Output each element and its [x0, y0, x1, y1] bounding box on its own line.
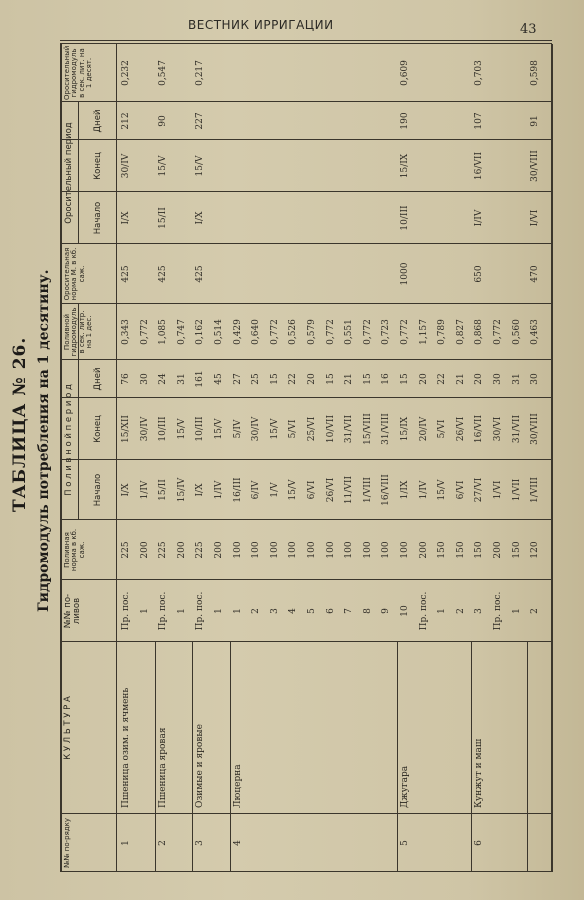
row-end-cell: 31/VIII	[381, 413, 392, 445]
row-days-cell: 30	[139, 373, 150, 385]
row-start-cell: 1/VII	[511, 478, 522, 502]
row-start-cell: 1/IV	[418, 480, 429, 500]
row-hm-cell: 1,157	[418, 319, 429, 345]
row-days-cell: 27	[232, 373, 243, 385]
header-irr-end: Конец	[93, 152, 103, 180]
row-start-cell: 11/VII	[344, 475, 355, 505]
row-days-cell: 15	[325, 373, 336, 385]
row-norm-cell: 150	[437, 541, 448, 559]
row-hm-cell: 0,868	[474, 319, 485, 345]
row-hm-cell: 0,640	[251, 319, 262, 345]
row-end-cell: 15/V	[269, 418, 280, 440]
row-start-cell: 15/II	[158, 479, 169, 501]
irr-norm-cell: 425	[158, 265, 169, 283]
irr-start-cell: I/X	[121, 211, 131, 225]
row-end-cell: 10/VII	[325, 414, 336, 444]
row-norm-cell: 200	[139, 541, 150, 559]
row-norm-cell: 100	[400, 541, 410, 559]
irr-hydromodule-cell: 0,232	[121, 60, 131, 86]
column-rule	[60, 459, 552, 460]
irr-end-cell: 30/IV	[121, 153, 131, 179]
table-bottom-rule	[551, 44, 553, 872]
irr-norm-cell: 425	[195, 265, 206, 283]
row-hm-cell: 0,343	[121, 319, 131, 345]
row-days-cell: 20	[418, 373, 429, 385]
row-norm-cell: 225	[195, 541, 206, 559]
irr-days-cell: 227	[195, 112, 206, 130]
irr-start-cell: 10/III	[400, 205, 410, 231]
column-rule	[60, 43, 552, 44]
header-irr-days: Дней	[93, 109, 103, 133]
column-rule	[60, 579, 552, 580]
header-days: Дней	[93, 367, 103, 391]
row-polivy-cell: 3	[474, 608, 485, 614]
row-end-cell: 15/XII	[121, 415, 131, 444]
row-start-cell: 1/IX	[400, 480, 410, 500]
irr-days-cell: 91	[530, 115, 541, 127]
irr-hydromodule-cell: 0,547	[158, 60, 169, 86]
row-hm-cell: 0,747	[176, 319, 187, 345]
row-start-cell: 15/V	[437, 479, 448, 501]
row-polivy-cell: 1	[176, 608, 187, 614]
row-polivy-cell: 6	[325, 608, 336, 614]
culture-name: Пшеница озим. и ячмень	[121, 687, 131, 808]
header-irr-start: Начало	[93, 201, 103, 235]
row-start-cell: 27/VI	[474, 477, 485, 503]
row-end-cell: 15/V	[214, 418, 224, 440]
irr-end-cell: 15/V	[195, 155, 206, 177]
row-hm-cell: 0,772	[493, 319, 503, 345]
row-end-cell: 16/VII	[474, 414, 485, 444]
culture-name: Люцерна	[232, 764, 243, 808]
culture-name: Озимые и яровые	[195, 724, 206, 808]
table-title: ТАБЛИЦА № 26.	[10, 336, 30, 512]
row-polivy-cell: 2	[251, 608, 262, 614]
column-rule	[60, 191, 552, 192]
row-start-cell: 6/VI	[455, 480, 466, 500]
row-hm-cell: 0,772	[362, 319, 373, 345]
row-polivy-cell: 2	[530, 608, 541, 614]
row-days-cell: 21	[455, 373, 466, 385]
header-end: Конец	[93, 415, 103, 443]
row-polivy-cell: 4	[288, 608, 299, 614]
irr-norm-cell: 650	[474, 265, 485, 283]
row-polivy-cell: 3	[269, 608, 280, 614]
row-norm-cell: 100	[288, 541, 299, 559]
row-hm-cell: 0,772	[325, 319, 336, 345]
row-end-cell: 15/V	[176, 418, 187, 440]
row-norm-cell: 100	[269, 541, 280, 559]
header-start: Начало	[93, 473, 103, 507]
row-norm-cell: 150	[474, 541, 485, 559]
column-rule	[60, 243, 552, 244]
irr-end-cell: 30/VIII	[530, 150, 541, 182]
irr-norm-cell: 425	[121, 265, 131, 283]
column-rule	[60, 813, 552, 814]
row-days-cell: 31	[511, 373, 522, 385]
group-number: 5	[400, 840, 410, 846]
irr-hydromodule-cell: 0,609	[400, 60, 410, 86]
row-days-cell: 45	[214, 373, 224, 385]
row-hm-cell: 0,162	[195, 319, 206, 345]
row-start-cell: I/X	[195, 483, 206, 497]
row-polivy-cell: 1	[232, 608, 243, 614]
row-hm-cell: 0,789	[437, 319, 448, 345]
column-rule	[60, 101, 552, 102]
row-end-cell: 20/IV	[418, 416, 429, 442]
row-start-cell: 1/VI	[493, 480, 503, 500]
header-bottom-rule	[116, 44, 117, 872]
irr-hydromodule-cell: 0,598	[530, 60, 541, 86]
header-no: №№ по-рядку	[63, 817, 71, 869]
hydromodule-table	[60, 44, 552, 872]
table-subtitle: Гидромодуль потребления на 1 десятину.	[36, 269, 52, 612]
irr-start-cell: I/VI	[530, 209, 541, 227]
header-irr-hydromodule: Оросительный гидромодуль в сек. лит. на 1 десят.	[63, 45, 94, 100]
row-hm-cell: 0,772	[139, 319, 150, 345]
row-polivy-cell: 2	[455, 608, 466, 614]
row-end-cell: 30/IV	[251, 416, 262, 442]
header-irr-period-group: Оросительный период	[64, 122, 74, 224]
table-top-rule	[60, 44, 62, 872]
irr-period-subheader-rule	[78, 102, 79, 244]
header-rule	[60, 40, 552, 41]
header-norm: Поливная норма в кб. саж.	[63, 528, 86, 572]
row-polivy-cell: Пр. пос.	[158, 591, 169, 631]
row-hm-cell: 0,560	[511, 319, 522, 345]
row-norm-cell: 100	[362, 541, 373, 559]
row-start-cell: I/X	[121, 483, 131, 497]
row-days-cell: 15	[269, 373, 280, 385]
irr-end-cell: 15/V	[158, 155, 169, 177]
row-norm-cell: 200	[176, 541, 187, 559]
row-days-cell: 30	[530, 373, 541, 385]
row-polivy-cell: Пр. пос.	[418, 591, 429, 631]
row-start-cell: 1/IV	[214, 480, 224, 500]
row-polivy-cell: 1	[437, 608, 448, 614]
row-norm-cell: 225	[158, 541, 169, 559]
row-hm-cell: 0,514	[214, 319, 224, 345]
row-end-cell: 25/VI	[307, 416, 317, 442]
header-culture: К У Л Ь Т У Р А	[63, 696, 73, 760]
culture-name: Кунжут и маш	[474, 738, 485, 808]
row-hm-cell: 0,772	[269, 319, 280, 345]
row-days-cell: 24	[158, 373, 169, 385]
row-polivy-cell: 10	[400, 605, 410, 617]
row-start-cell: 15/V	[288, 479, 299, 501]
row-norm-cell: 200	[493, 541, 503, 559]
row-days-cell: 25	[251, 373, 262, 385]
row-days-cell: 30	[493, 373, 503, 385]
column-rule	[60, 359, 552, 360]
running-header: ВЕСТНИК ИРРИГАЦИИ	[188, 18, 334, 32]
group-number: 6	[474, 840, 485, 846]
row-start-cell: 1/VIII	[362, 477, 373, 503]
irr-start-cell: I/X	[195, 211, 206, 225]
irr-days-cell: 190	[400, 112, 410, 130]
row-norm-cell: 100	[381, 541, 392, 559]
irr-start-cell: I/IV	[474, 209, 485, 227]
row-days-cell: 15	[362, 373, 373, 385]
row-end-cell: 30/VI	[493, 416, 503, 442]
row-norm-cell: 150	[455, 541, 466, 559]
irr-end-cell: 16/VII	[474, 151, 485, 181]
row-polivy-cell: Пр. пос.	[195, 591, 206, 631]
row-days-cell: 22	[288, 373, 299, 385]
header-irr-norm: Оросительная норма М. в кб. саж.	[63, 247, 86, 301]
group-number: 4	[232, 840, 243, 846]
column-rule	[60, 303, 552, 304]
group-number: 3	[195, 840, 206, 846]
row-norm-cell: 100	[307, 541, 317, 559]
irr-start-cell: 15/II	[158, 207, 169, 229]
irr-days-cell: 90	[158, 115, 169, 127]
row-norm-cell: 100	[325, 541, 336, 559]
row-norm-cell: 100	[251, 541, 262, 559]
row-days-cell: 21	[344, 373, 355, 385]
row-polivy-cell: Пр. пос.	[121, 591, 131, 631]
row-polivy-cell: 5	[307, 608, 317, 614]
row-hm-cell: 0,723	[381, 319, 392, 345]
row-days-cell: 16	[381, 373, 392, 385]
group-separator	[471, 642, 472, 872]
column-rule	[60, 519, 552, 520]
irr-hydromodule-cell: 0,217	[195, 60, 206, 86]
row-days-cell: 161	[195, 370, 206, 388]
row-hm-cell: 0,526	[288, 319, 299, 345]
row-end-cell: 31/VII	[511, 414, 522, 444]
row-hm-cell: 1,085	[158, 319, 169, 345]
page-number: 43	[520, 22, 537, 37]
row-start-cell: 15/IV	[176, 477, 187, 503]
group-number: 1	[121, 840, 131, 846]
row-start-cell: 6/IV	[251, 480, 262, 500]
row-days-cell: 20	[474, 373, 485, 385]
row-hm-cell: 0,551	[344, 319, 355, 345]
column-rule	[60, 139, 552, 140]
header-hydromodule: Поливной гидромодуль в сек. литр. на 1 дес.	[63, 307, 94, 357]
row-end-cell: 10/III	[195, 416, 206, 442]
row-hm-cell: 0,827	[455, 319, 466, 345]
row-norm-cell: 150	[511, 541, 522, 559]
group-separator	[397, 642, 398, 872]
row-hm-cell: 0,772	[400, 319, 410, 345]
row-hm-cell: 0,429	[232, 319, 243, 345]
header-period-group: П о л и в н о й п е р и о д	[64, 384, 74, 496]
row-start-cell: 1/VIII	[530, 477, 541, 503]
row-norm-cell: 100	[232, 541, 243, 559]
culture-name: Джугара	[400, 765, 410, 808]
row-start-cell: 1/IV	[139, 480, 150, 500]
row-days-cell: 20	[307, 373, 317, 385]
header-polivy: №№ по-ливов	[63, 593, 82, 629]
row-polivy-cell: 1	[511, 608, 522, 614]
row-start-cell: 26/VI	[325, 477, 336, 503]
column-rule	[60, 871, 552, 872]
row-norm-cell: 120	[530, 541, 541, 559]
row-start-cell: 16/VIII	[381, 474, 392, 506]
row-hm-cell: 0,463	[530, 319, 541, 345]
row-polivy-cell: Пр. пос.	[493, 591, 503, 631]
irr-end-cell: 15/IX	[400, 153, 410, 179]
row-norm-cell: 225	[121, 541, 131, 559]
row-start-cell: 6/VI	[307, 480, 317, 500]
irr-norm-cell: 1000	[400, 262, 410, 286]
row-end-cell: 30/IV	[139, 416, 150, 442]
row-polivy-cell: 1	[214, 608, 224, 614]
column-rule	[60, 397, 552, 398]
row-norm-cell: 200	[418, 541, 429, 559]
group-separator	[230, 642, 231, 872]
irr-norm-cell: 470	[530, 265, 541, 283]
group-separator	[192, 642, 193, 872]
irr-days-cell: 212	[121, 112, 131, 130]
row-days-cell: 76	[121, 373, 131, 385]
row-end-cell: 26/VI	[455, 416, 466, 442]
row-end-cell: 5/IV	[232, 419, 243, 439]
column-rule	[60, 641, 552, 642]
row-polivy-cell: 7	[344, 608, 355, 614]
row-start-cell: 16/III	[232, 477, 243, 503]
row-end-cell: 10/III	[158, 416, 169, 442]
row-polivy-cell: 1	[139, 608, 150, 614]
row-polivy-cell: 9	[381, 608, 392, 614]
culture-name: Пшеница яровая	[158, 727, 169, 808]
group-separator	[527, 642, 528, 872]
group-separator	[155, 642, 156, 872]
row-end-cell: 30/VIII	[530, 413, 541, 445]
irr-days-cell: 107	[474, 112, 485, 130]
row-norm-cell: 200	[214, 541, 224, 559]
irr-hydromodule-cell: 0,703	[474, 60, 485, 86]
row-hm-cell: 0,579	[307, 319, 317, 345]
row-end-cell: 5/VI	[288, 419, 299, 439]
row-days-cell: 15	[400, 373, 410, 385]
group-number: 2	[158, 840, 169, 846]
row-norm-cell: 100	[344, 541, 355, 559]
row-days-cell: 31	[176, 373, 187, 385]
row-days-cell: 22	[437, 373, 448, 385]
row-end-cell: 15/IX	[400, 416, 410, 442]
row-polivy-cell: 8	[362, 608, 373, 614]
row-end-cell: 5/VI	[437, 419, 448, 439]
row-end-cell: 31/VII	[344, 414, 355, 444]
row-end-cell: 15/VIII	[362, 413, 373, 445]
row-start-cell: 1/V	[269, 482, 280, 498]
